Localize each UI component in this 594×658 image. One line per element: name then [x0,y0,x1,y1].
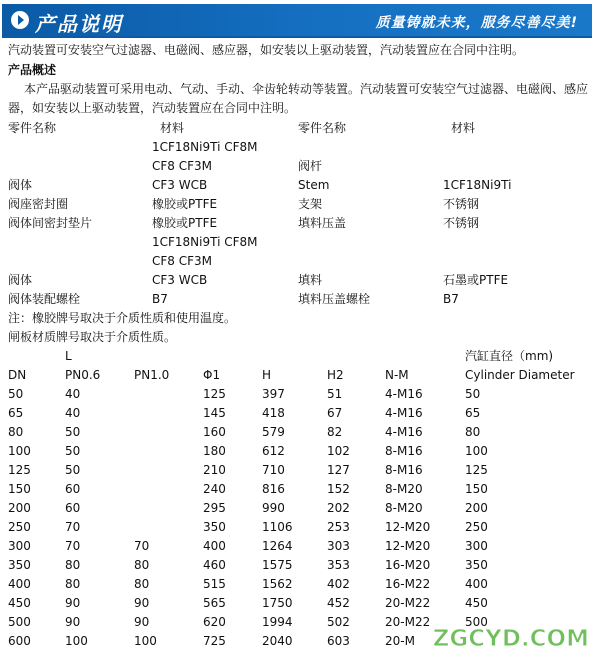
dimensions-cell: 70 [65,520,81,534]
dimensions-cell: 300 [8,539,31,553]
banner-slogan: 质量铸就未来，服务尽善尽美! [375,15,578,31]
materials-cell: CF8 CF3M [152,254,212,268]
dimensions-cell: 1264 [262,539,293,553]
dimensions-cell: 725 [203,634,226,648]
materials-cell: 1CF18Ni9Ti [443,178,512,192]
materials-cell: CF8 CF3M [152,159,212,173]
dimensions-cell: 402 [327,577,350,591]
materials-cell: 不锈钢 [443,197,480,211]
materials-cell: 阀体 [8,273,33,287]
dimensions-cell: 60 [65,482,81,496]
dimensions-cell: 202 [327,501,350,515]
intro-line: 汽动装置可安装空气过滤器、电磁阀、感应器，如安装以上驱动装置，汽动装置应在合同中注明。 [8,43,525,57]
dimensions-cell: 65 [8,406,24,420]
dimensions-cell: 210 [203,463,226,477]
materials-cell: 阀体装配螺栓 [8,292,81,306]
dimensions-cell: 102 [327,444,350,458]
site-watermark [393,623,593,651]
dimensions-cell: 90 [65,596,81,610]
dimensions-cell: 50 [65,444,81,458]
materials-cell: CF3 WCB [152,178,208,192]
materials-cell: Stem [298,178,330,192]
dimensions-cell: 300 [465,539,488,553]
note-line: 注：橡胶牌号取决于介质性质和使用温度。 [8,311,237,325]
dimensions-cell: 502 [327,615,350,629]
l-label: L [65,349,72,363]
dimensions-cell: 400 [8,577,31,591]
dimensions-cell: 70 [65,539,81,553]
part-name-header: 零件名称 [298,121,347,135]
dimensions-cell: 1106 [262,520,293,534]
dimensions-cell: 240 [203,482,226,496]
dimensions-cell: 710 [262,463,285,477]
dimensions-header: DN [8,368,27,382]
dimensions-cell: 1750 [262,596,293,610]
dimensions-cell: 418 [262,406,285,420]
dimensions-cell: 100 [65,634,88,648]
dimensions-cell: 67 [327,406,343,420]
dimensions-cell: 620 [203,615,226,629]
overview-heading: 产品概述 [8,63,57,77]
dimensions-cell: 40 [65,387,81,401]
dimensions-cell: 200 [465,501,488,515]
materials-cell: 橡胶或PTFE [152,197,218,211]
dimensions-cell: 8-M20 [385,482,423,496]
dimensions-cell: 160 [203,425,226,439]
dimensions-cell: 253 [327,520,350,534]
section-banner [2,4,592,36]
dimensions-cell: 1994 [262,615,293,629]
dimensions-cell: 600 [8,634,31,648]
materials-cell: 阀座密封圈 [8,197,69,211]
dimensions-cell: 353 [327,558,350,572]
dimensions-cell: 16-M20 [385,558,431,572]
dimensions-cell: 16-M22 [385,577,431,591]
materials-cell: 填料压盖螺栓 [298,292,371,306]
dimensions-cell: 350 [8,558,31,572]
materials-cell: B7 [443,292,459,306]
dimensions-cell: 152 [327,482,350,496]
dimensions-cell: 303 [327,539,350,553]
materials-cell: 橡胶或PTFE [152,216,218,230]
materials-cell: CF3 WCB [152,273,208,287]
dimensions-cell: 90 [134,596,150,610]
dimensions-cell: 180 [203,444,226,458]
banner-divider [2,36,592,38]
dimensions-cell: 100 [8,444,31,458]
dimensions-cell: 350 [465,558,488,572]
dimensions-cell: 565 [203,596,226,610]
cylinder-label-cn: 汽缸直径（mm) [465,349,554,363]
materials-cell: 阀体间密封垫片 [8,216,93,230]
dimensions-cell: 80 [134,577,150,591]
dimensions-cell: 100 [134,634,157,648]
dimensions-cell: 452 [327,596,350,610]
part-name-header: 零件名称 [8,121,57,135]
dimensions-cell: 51 [327,387,343,401]
materials-cell: 1CF18Ni9Ti CF8M [152,140,258,154]
dimensions-cell: 350 [203,520,226,534]
dimensions-cell: 50 [65,425,81,439]
dimensions-cell: 80 [65,558,81,572]
dimensions-cell: 50 [465,387,481,401]
dimensions-cell: 127 [327,463,350,477]
dimensions-cell: 80 [134,558,150,572]
dimensions-cell: 460 [203,558,226,572]
dimensions-cell: 612 [262,444,285,458]
dimensions-cell: 125 [203,387,226,401]
note-line: 闸板材质牌号取决于介质性质。 [8,330,177,344]
dimensions-cell: 20-M22 [385,615,431,629]
dimensions-cell: 100 [465,444,488,458]
dimensions-cell: 8-M16 [385,444,423,458]
dimensions-cell: 8-M16 [385,463,423,477]
dimensions-cell: 295 [203,501,226,515]
dimensions-cell: 90 [65,615,81,629]
dimensions-cell: 80 [8,425,24,439]
dimensions-cell: 8-M20 [385,501,423,515]
dimensions-cell: 400 [465,577,488,591]
dimensions-header: Φ1 [203,368,221,382]
dimensions-cell: 579 [262,425,285,439]
dimensions-cell: 250 [465,520,488,534]
dimensions-cell: 50 [65,463,81,477]
materials-cell: 填料压盖 [298,216,347,230]
dimensions-cell: 500 [465,615,488,629]
dimensions-cell: 500 [8,615,31,629]
banner-title: 产品说明 [35,12,123,36]
dimensions-cell: 603 [327,634,350,648]
dimensions-cell: 1575 [262,558,293,572]
dimensions-cell: 80 [65,577,81,591]
dimensions-header: PN1.0 [134,368,170,382]
dimensions-cell: 12-M20 [385,539,431,553]
dimensions-cell: 65 [465,406,481,420]
dimensions-header: H [262,368,272,382]
dimensions-cell: 250 [8,520,31,534]
dimensions-cell: 20-M22 [385,596,431,610]
dimensions-cell: 150 [465,482,488,496]
dimensions-cell: 450 [8,596,31,610]
dimensions-header: N-M [385,368,409,382]
dimensions-cell: 397 [262,387,285,401]
dimensions-cell: 2040 [262,634,293,648]
dimensions-cell: 70 [134,539,150,553]
materials-cell: 阀体 [8,178,33,192]
dimensions-cell: 400 [203,539,226,553]
dimensions-cell: 150 [8,482,31,496]
dimensions-cell: 125 [465,463,488,477]
overview-line: 本产品驱动装置可采用电动、气动、手动、伞齿轮转动等装置。汽动装置可安装空气过滤器、电磁阀、感应 [24,82,589,96]
dimensions-cell: 60 [65,501,81,515]
dimensions-cell: 4-M16 [385,387,423,401]
watermark-text: ZGCYD.COM [432,626,589,651]
dimensions-cell: 450 [465,596,488,610]
dimensions-cell: 200 [8,501,31,515]
arrow-icon [11,11,29,29]
dimensions-header: Cylinder Diameter [465,368,575,382]
materials-cell: 阀杆 [298,159,323,173]
dimensions-cell: 20-M [385,634,415,648]
materials-cell: B7 [152,292,168,306]
dimensions-cell: 125 [8,463,31,477]
dimensions-header: H2 [327,368,344,382]
dimensions-cell: 50 [8,387,24,401]
material-header: 材料 [160,121,185,135]
materials-cell: 填料 [298,273,323,287]
materials-cell: 支架 [298,197,323,211]
dimensions-cell: 145 [203,406,226,420]
materials-cell: 1CF18Ni9Ti CF8M [152,235,258,249]
dimensions-cell: 80 [465,425,481,439]
dimensions-cell: 4-M16 [385,425,423,439]
materials-cell: 不锈钢 [443,216,480,230]
material-header: 材料 [451,121,476,135]
materials-cell: 石墨或PTFE [443,273,509,287]
dimensions-cell: 82 [327,425,343,439]
dimensions-cell: 40 [65,406,81,420]
dimensions-cell: 1562 [262,577,293,591]
dimensions-cell: 990 [262,501,285,515]
dimensions-cell: 12-M20 [385,520,431,534]
dimensions-cell: 515 [203,577,226,591]
overview-line: 器，如安装以上驱动装置，汽动装置应在合同中注明。 [8,101,297,115]
dimensions-cell: 4-M16 [385,406,423,420]
dimensions-header: PN0.6 [65,368,101,382]
dimensions-cell: 816 [262,482,285,496]
dimensions-cell: 90 [134,615,150,629]
